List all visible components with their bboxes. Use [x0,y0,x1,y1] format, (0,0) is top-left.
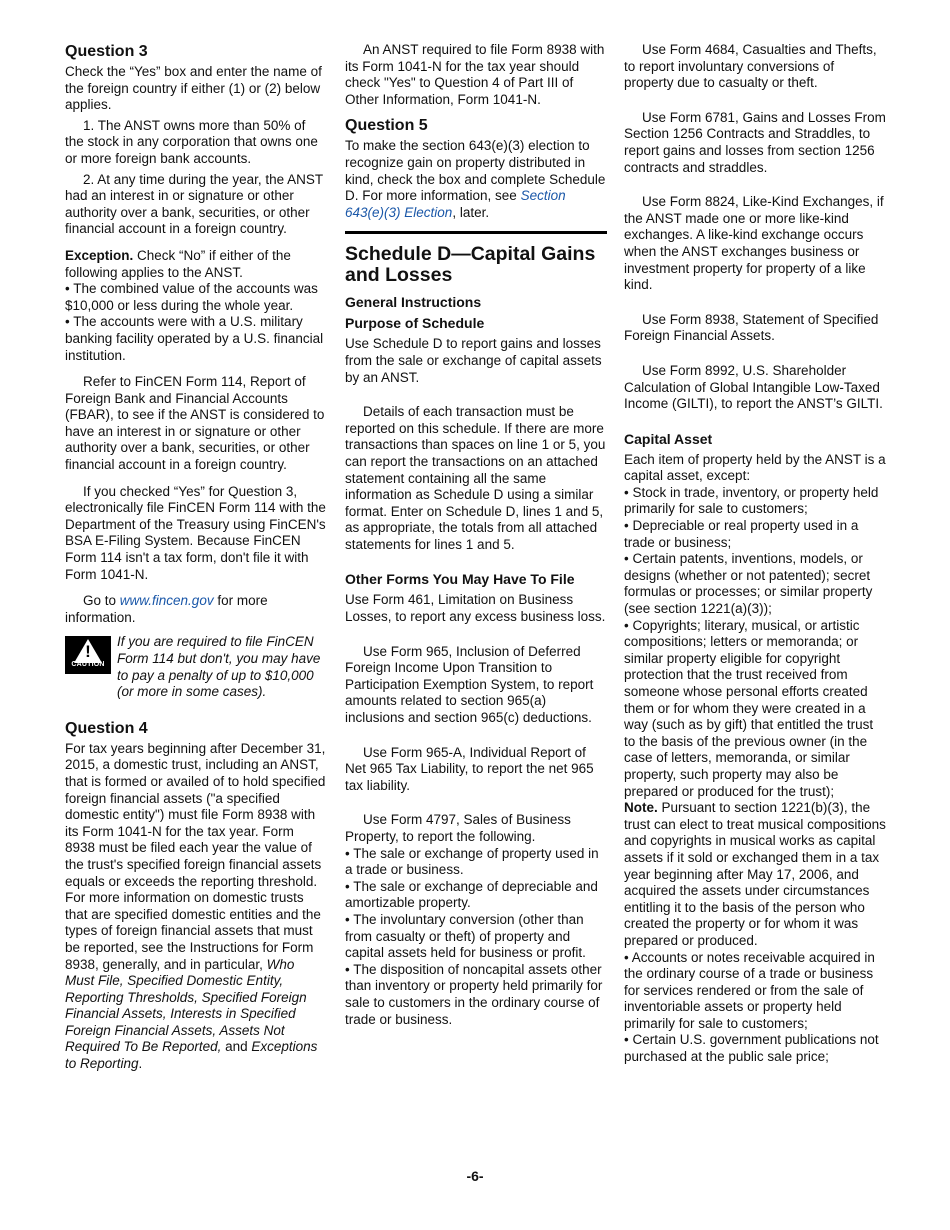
form-4797-bullet-1: • The sale or exchange of property used in a trade or business. [345,845,599,878]
checked-yes-paragraph: If you checked “Yes” for Question 3, electronically file FinCEN Form 114 with the Department of the Treasury using FinCEN's BSA E-Filing System. Because FinCEN Form 114 isn't a tax form, don't file it with Form 1041-N. [65,483,326,582]
form-8824-paragraph: Use Form 8824, Like-Kind Exchanges, if the ANST made one or more like-kind exchanges. A like-kind exchange occurs when the ANST exchanges business or investment property for property of a like kind. [624,194,884,293]
note-label: Note. [624,800,658,816]
question-3-item-1: 1. The ANST owns more than 50% of the stock in any corporation that owns one or more foreign bank accounts. [65,117,318,166]
capital-asset-exception-4: • Copyrights; literary, musical, or artistic compositions; letters or memoranda; or similar property eligible for copyright protection that the trust received from someone whose personal efforts created them or for whom they were created in a way (such as by gift) that entitled the trust to the basis of the previous owner (in the case of letters, memoranda, or similar property, such property may also be prepared or produced for the trust); [624,617,874,799]
note-text: Pursuant to section 1221(b)(3), the trust can elect to treat musical compositions and copyrights in musical works as capital assets if it sold or exchanged them in a tax year beginning after May 17, 2006, and acquired the assets under circumstances entitling it to the basis of the person who created the property or for whom it was prepared or produced. [624,800,886,948]
column-left [65,42,327,1073]
anst-8938-paragraph: An ANST required to file Form 8938 with its Form 1041-N for the tax year should check "Yes" to Question 4 of Part III of Other Information, Form 1041-N. [345,42,605,107]
form-4797-bullet-3: • The involuntary conversion (other than from casualty or theft) of property and capital assets held for business or profit. [345,911,586,961]
form-8938-paragraph: Use Form 8938, Statement of Specified Foreign Financial Assets. [624,311,879,344]
form-4797-paragraph: Use Form 4797, Sales of Business Property, to report the following. [345,812,571,844]
capital-asset-exception-6: • Certain U.S. government publications not purchased at the public sale price; [624,1032,879,1065]
purpose-heading: Purpose of Schedule [345,315,485,332]
capital-asset-exception-1: • Stock in trade, inventory, or property held primarily for sale to customers; [624,484,879,517]
capital-asset-exception-5: • Accounts or notes receivable acquired in the ordinary course of a trade or business for services rendered or from the sale of inventoriable assets or property held primarily for sale to customers; [624,949,875,1031]
capital-asset-intro: Each item of property held by the ANST is a capital asset, except: [624,451,886,484]
exception-text: Check “No” if either of the following applies to the ANST. [65,247,291,280]
column-right [624,42,886,1066]
goto-prefix: Go to [83,593,120,609]
form-4797-bullet-4: • The disposition of noncapital assets other than inventory or property held primarily for sale to customers in the ordinary course of trade or business. [345,961,603,1027]
form-6781-paragraph: Use Form 6781, Gains and Losses From Section 1256 Contracts and Straddles, to report gains and losses from section 1256 contracts and straddles. [624,109,886,175]
goto-suffix: for more information. [65,593,268,625]
schedule-d-section [345,231,607,286]
page-number: -6- [466,1168,484,1184]
capital-asset-exception-3: • Certain patents, inventions, models, or designs (whether or not patented); secret formulas or processes; or similar property (see section 1221(a)(3)); [624,551,873,617]
caution-note [65,634,327,700]
fincen-refer-paragraph: Refer to FinCEN Form 114, Report of Foreign Bank and Financial Accounts (FBAR), to see if the ANST is considered to have an interest in or signature or other authority over a bank, securities, or other financial account in a foreign country. [65,374,325,473]
fincen-link[interactable]: www.fincen.gov [119,593,214,609]
caution-icon: ! CAUTION [65,636,111,674]
question-5-heading: Question 5 [345,117,428,135]
question-4-text [65,741,327,1073]
question-3-heading: Question 3 [65,43,148,60]
details-paragraph: Details of each transaction must be reported on this schedule. If there are more transactions than spaces on line 1 or 5, you can report the transactions on an attached statement containing all the same information as Schedule D using a similar format. Enter on Schedule D, lines 1 and 5, as appropriate, the totals from all attached statements for lines 1 and 5. [345,404,606,552]
exception-bullet-1: • The combined value of the accounts was $10,000 or less during the whole year. [65,281,318,313]
exception-paragraph [65,248,327,281]
purpose-text: Use Schedule D to report gains and losses from the sale or exchange of capital assets by an ANST. [345,336,602,385]
question-5-text [345,138,607,221]
question-4-end: . [138,1056,143,1072]
question-4-italic-2: Exceptions to Reporting [65,1039,318,1072]
caution-text: If you are required to file FinCEN Form 114 but don't, you may have to pay a penalty of up to $10,000 (or more in some cases). [117,634,321,700]
question-3-intro: Check the “Yes” box and enter the name of the foreign country if either (1) or (2) below applies. [65,64,322,113]
note-paragraph [624,800,886,949]
general-instructions-heading: General Instructions [345,294,482,311]
form-965-paragraph: Use Form 965, Inclusion of Deferred Foreign Income Upon Transition to Participation Exemption System, to report amounts related to section 965(a) inclusions and section 965(c) deductions. [345,643,594,726]
caution-label: CAUTION [71,660,105,668]
form-965a-paragraph: Use Form 965-A, Individual Report of Net 965 Tax Liability, to report the net 965 tax liability. [345,744,594,793]
question-4-body: For tax years beginning after December 31, 2015, a domestic trust, including an ANST, that is formed or availed of to hold specified foreign financial assets ("a specified domestic entity") must file Form 8938 with its Form 1041-N for the tax year. Form 8938 must be filed each year the value of the trust's specified foreign financial assets equals or exceeds the reporting threshold. For more information on domestic trusts that are specified domestic entities and the types of foreign financial assets that must be reported, see the Instructions for Form 8938, generally, and in particular, [65,740,326,972]
exception-bullet-2: • The accounts were with a U.S. military banking facility operated by a U.S. financial institution. [65,314,324,363]
schedule-d-heading: Schedule D—Capital Gains and Losses [345,243,596,287]
question-4-heading: Question 4 [65,719,148,737]
question-4-and: and [221,1039,252,1055]
capital-asset-exception-2: • Depreciable or real property used in a trade or business; [624,518,859,550]
form-8992-paragraph: Use Form 8992, U.S. Shareholder Calculation of Global Intangible Low-Taxed Income (GILTI), to report the ANST’s GILTI. [624,362,883,412]
form-4797-bullet-2: • The sale or exchange of depreciable and amortizable property. [345,878,598,911]
capital-asset-heading: Capital Asset [624,430,713,447]
form-4684-paragraph: Use Form 4684, Casualties and Thefts, to report involuntary conversions of property due to casualty or theft. [624,42,877,91]
section-643-link[interactable]: Section 643(e)(3) Election [345,188,566,220]
goto-paragraph [65,593,327,626]
exception-label: Exception. [65,247,134,263]
other-forms-heading: Other Forms You May Have To File [345,571,575,588]
form-461-paragraph: Use Form 461, Limitation on Business Losses, to report any excess business loss. [345,592,606,625]
question-4-italic-1: Who Must File, Specified Domestic Entity, Reporting Thresholds, Specified Foreign Financial Assets, Interests in Specified Foreign Financial Assets, Assets Not Required To Be Reported, [65,956,307,1055]
column-middle [345,42,607,1028]
question-5-body: To make the section 643(e)(3) election to recognize gain on property distributed in kind, check the box and complete Schedule D. For more information, see [345,138,606,204]
question-5-end: , later. [452,204,490,220]
question-3-item-2: 2. At any time during the year, the ANST had an interest in or signature or other authority over a bank, securities, or other financial account in a foreign country. [65,171,323,237]
